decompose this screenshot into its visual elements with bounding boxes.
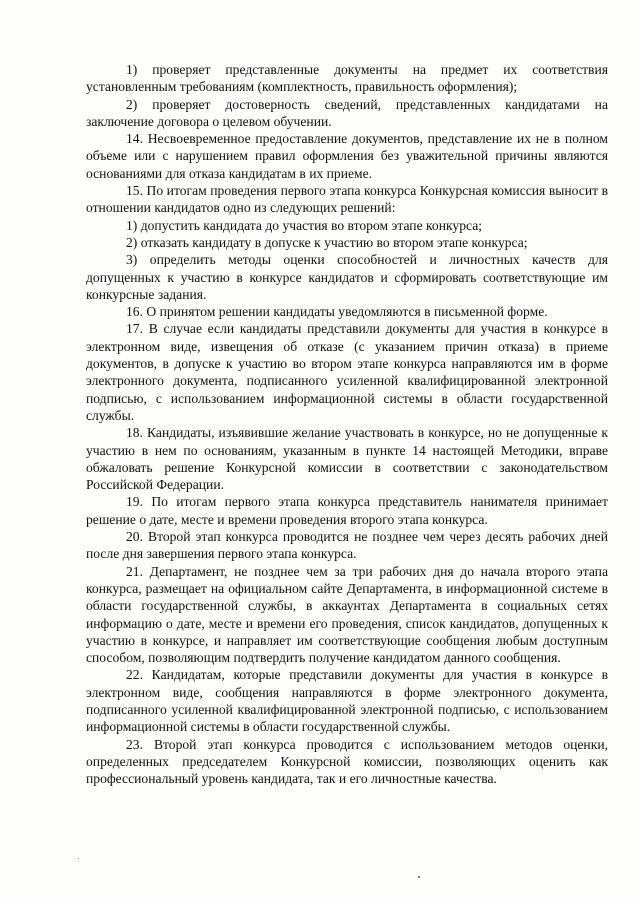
paragraph-5: 1) допустить кандидата до участия во втором этапе конкурса; xyxy=(126,217,483,233)
paragraph-6: 2) отказать кандидату в допуске к участию во втором этапе конкурса; xyxy=(126,234,528,250)
scan-speck xyxy=(418,876,420,878)
paragraph-12: 20. Второй этап конкурса проводится не позднее чем через десять рабочих дней после дня завершения первого этапа конкурса. xyxy=(86,529,608,562)
paragraph-1: 1) проверяет представленные документы на предмет их соответствия установленным требованиям (комплектность, правильность оформления); xyxy=(86,62,608,95)
paragraph-8: 16. О принятом решении кандидаты уведомляются в письменной форме. xyxy=(126,304,548,320)
paragraph-15: 23. Второй этап конкурса проводится с использованием методов оценки, определенных председателем Конкурсной комиссии, позволяющих оценить как профессиональный уровень кандидата, так и его личностные качества. xyxy=(86,736,608,787)
paragraph-7: 3) определить методы оценки способностей и личностных качеств для допущенных к участию в конкурсе кандидатов и сформировать соответствующие им конкурсные задания. xyxy=(86,252,608,302)
paragraph-2: 2) проверяет достоверность сведений, представленных кандидатами на заключение договора о целевом обучении. xyxy=(86,96,608,129)
paragraph-14: 22. Кандидатам, которые представили документы для участия в конкурсе в электронном виде, сообщения направляются в форме электронного документа, подписанного усиленной квалифицированной электронной подписью, с использованием информационной системы в области государственной службы. xyxy=(86,667,608,735)
paragraph-3: 14. Несвоевременное предоставление документов, представление их не в полном объеме или с нарушением правил оформления без уважительной причины являются основаниями для отказа кандидатам в их приеме. xyxy=(86,131,608,181)
paragraph-10: 18. Кандидаты, изъявившие желание участвовать в конкурсе, но не допущенные к участию в нем по основаниям, указанным в пункте 14 настоящей Методики, вправе обжаловать решение Конкурсной комиссии в соответствии с законодательством Российской Федерации. xyxy=(86,425,608,493)
paragraph-9: 17. В случае если кандидаты представили документы для участия в конкурсе в электронном виде, извещения об отказе (с указанием причин отказа) в приеме документов, в допуске к участию во втором этапе конкурса направляются им в форме электронного документа, подписанного усиленной квалифицированной электронной подписью, с использованием информационной системы в области государственной службы. xyxy=(86,321,608,423)
paragraph-11: 19. По итогам первого этапа конкурса представитель нанимателя принимает решение о дате, месте и времени проведения второго этапа конкурса. xyxy=(86,494,608,527)
document-body xyxy=(86,61,608,787)
paragraph-13: 21. Департамент, не позднее чем за три рабочих дня до начала второго этапа конкурса, размещает на официальном сайте Департамента, в информационной системе в области государственной службы, в аккаунтах Департамента в социальных сетях информацию о дате, месте и времени его проведения, список кандидатов, допущенных к участию в конкурсе, и направляет им соответствующие сообщения любым доступным способом, позволяющим подтвердить получение кандидатом данного сообщения. xyxy=(86,563,608,666)
scan-speck xyxy=(78,858,79,859)
paragraph-4: 15. По итогам проведения первого этапа конкурса Конкурсная комиссия выносит в отношении кандидатов одно из следующих решений: xyxy=(86,183,608,216)
